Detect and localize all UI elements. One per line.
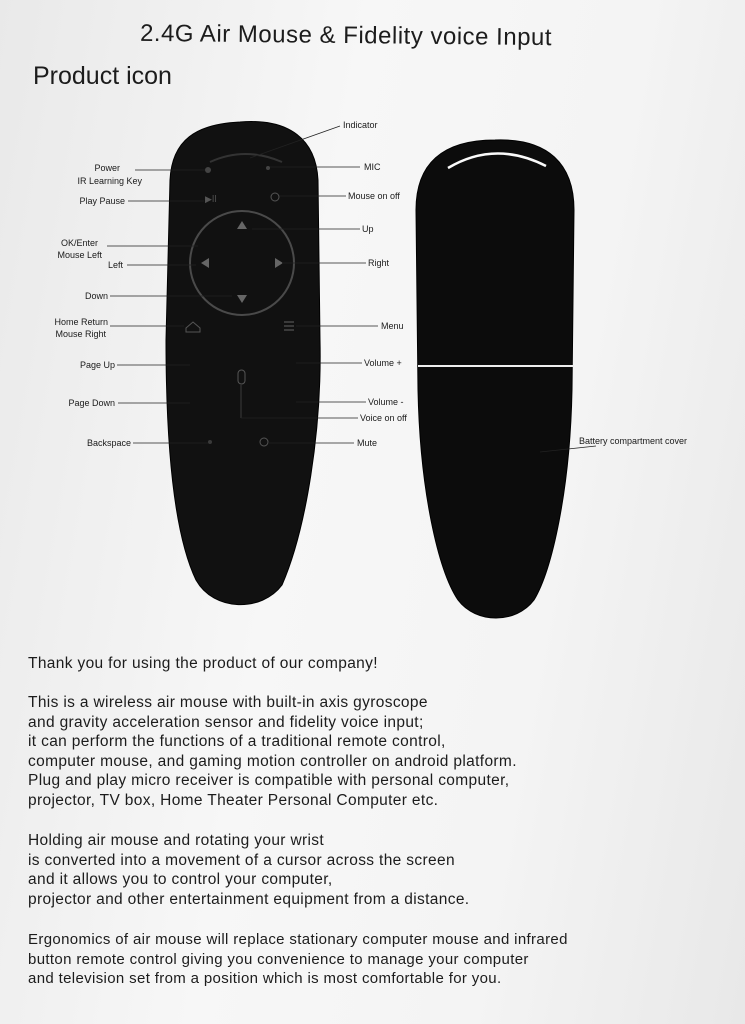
text-line: Plug and play micro receiver is compatible with personal computer, — [28, 772, 510, 789]
text-line: projector and other entertainment equipment from a distance. — [28, 890, 470, 908]
paragraph-usage — [28, 831, 728, 909]
label-indicator: Indicator — [343, 120, 378, 130]
label-volume-minus: Volume - — [368, 397, 404, 407]
label-home-return: Home Return — [54, 317, 108, 327]
label-ok-enter: OK/Enter — [60, 238, 98, 248]
page-title: 2.4G Air Mouse & Fidelity voice Input — [139, 19, 553, 52]
label-menu: Menu — [381, 321, 404, 331]
label-right: Right — [368, 258, 390, 268]
label-left: Left — [107, 260, 123, 270]
label-voice-on-off: Voice on off — [360, 413, 407, 423]
paragraph-intro — [28, 693, 728, 810]
label-page-up: Page Up — [79, 360, 115, 370]
text-line: projector, TV box, Home Theater Personal Computer etc. — [28, 791, 439, 809]
label-mouse-on-off: Mouse on off — [348, 191, 400, 201]
text-line: it can perform the functions of a traditional remote control, — [28, 733, 446, 750]
label-backspace: Backspace — [86, 438, 131, 448]
label-battery-cover: Battery compartment cover — [579, 436, 688, 446]
text-line: and television set from a position which is most comfortable for you. — [28, 970, 502, 987]
text-line: Ergonomics of air mouse will replace stationary computer mouse and infrared — [28, 931, 568, 948]
text-line: and gravity acceleration sensor and fidelity voice input; — [28, 713, 424, 731]
text-line: Thank you for using the product of our company! — [28, 655, 378, 672]
label-play-pause: Play Pause — [79, 196, 125, 206]
text-line: Holding air mouse and rotating your wrist — [28, 832, 325, 849]
label-mouse-right: Mouse Right — [55, 329, 106, 339]
label-power: Power — [94, 163, 120, 173]
label-mute: Mute — [357, 438, 378, 448]
label-ir-learning: IR Learning Key — [77, 176, 142, 186]
remote-back-body — [416, 140, 574, 618]
text-line: is converted into a movement of a cursor across the screen — [28, 851, 455, 869]
text-line: This is a wireless air mouse with built-in axis gyroscope — [28, 694, 428, 711]
paragraph-thanks — [28, 654, 728, 674]
paragraph-ergonomics — [28, 930, 728, 989]
play-pause-icon: ▶ll — [205, 195, 217, 205]
label-up: Up — [362, 224, 374, 234]
label-down: Down — [84, 291, 108, 301]
label-volume-plus: Volume + — [364, 358, 402, 368]
mic-icon — [266, 166, 270, 170]
product-diagram — [0, 100, 745, 640]
text-line: and it allows you to control your computer, — [28, 871, 333, 888]
label-page-down: Page Down — [68, 398, 115, 408]
backspace-mark — [208, 440, 212, 444]
power-icon — [205, 167, 211, 173]
section-heading: Product icon — [33, 62, 172, 90]
label-mic: MIC — [364, 162, 381, 172]
text-line: computer mouse, and gaming motion controller on android platform. — [28, 752, 517, 770]
label-mouse-left: Mouse Left — [57, 250, 102, 260]
text-line: button remote control giving you convenience to manage your computer — [28, 950, 529, 968]
